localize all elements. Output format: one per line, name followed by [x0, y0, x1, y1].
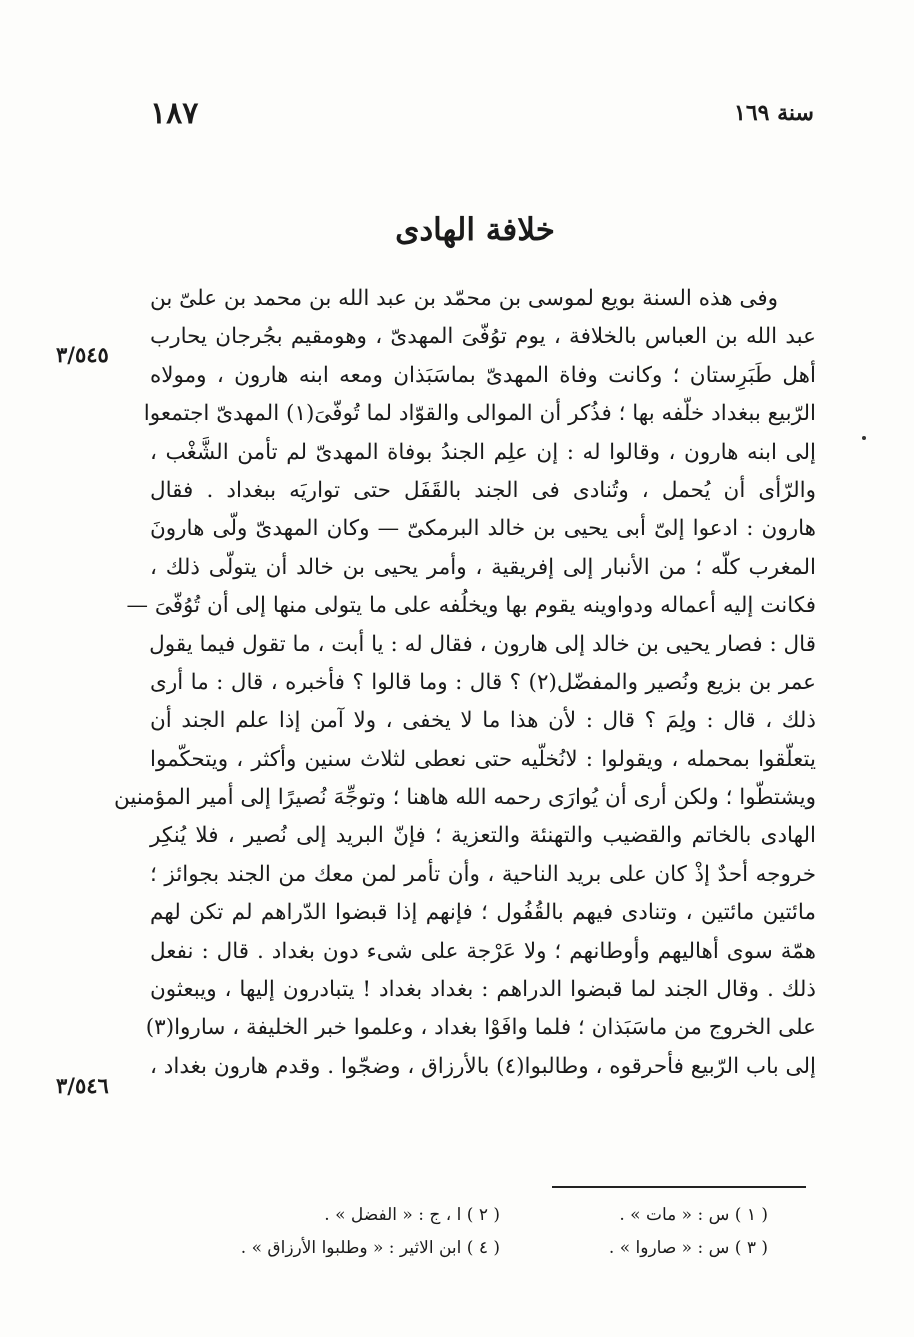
running-head-year: سنة ١٦٩ — [734, 100, 814, 126]
margin-reference: ٣/٥٤٥ — [56, 342, 109, 367]
text-line: أهل طَبَرِستان ؛ وكانت وفاة المهدىّ بماسَبَذان ومعه ابنه هارون ، ومولاه — [150, 362, 816, 388]
footnote: ( ١ ) س : « مات » . — [619, 1205, 768, 1225]
text-line: ذلك ، قال : ولِمَ ؟ قال : لأن هذا ما لا يخفى ، ولا آمن إذا علم الجند أن — [150, 708, 816, 734]
text-line: هارون : ادعوا إلىّ أبى يحيى بن خالد البرمكىّ — وكان المهدىّ ولّى هارونَ — [150, 516, 816, 542]
text-line: يتعلّقوا بمحمله ، ويقولوا : لانُخلّيه حتى نعطى لثلاث سنين وأكثر ، ويتحكّموا — [150, 746, 816, 772]
footnote: ( ٣ ) س : « صاروا » . — [608, 1238, 768, 1258]
text-line: عمر بن بزيع ونُصير والمفضّل(٢) ؟ قال : وما قالوا ؟ فأخبره ، قال : ما أرى — [150, 669, 816, 695]
footnote: ( ٤ ) ابن الاثير : « وطلبوا الأرزاق » . — [240, 1238, 500, 1258]
text-line: الهادى بالخاتم والقضيب والتهنئة والتعزية ؛ فإنّ البريد إلى نُصير ، فلا يُنكِر — [150, 823, 816, 849]
text-line: ويشتطّوا ؛ ولكن أرى أن يُوارَى رحمه الله هاهنا ؛ وتوجِّهَ نُصيرًا إلى أمير المؤمنين — [113, 785, 816, 811]
text-line: ذلك . وقال الجند لما قبضوا الدراهم : بغداد بغداد ! يتبادرون إليها ، ويبعثون — [150, 977, 816, 1003]
chapter-title: خلافة الهادى — [395, 212, 555, 248]
text-line: الرّبيع ببغداد خلّفه بها ؛ فذُكر أن الموالى والقوّاد لما تُوفّىَ(١) المهدىّ اجتمعوا — [143, 401, 816, 427]
text-line: خروجه أحدٌ إذْ كان على بريد الناحية ، وأن تأمر لمن معك من الجند بجوائز ؛ — [150, 861, 816, 887]
text-line: فكانت إليه أعماله ودواوينه يقوم بها ويخلُفه على ما يتولى منها إلى أن تُوُفّىَ — — [126, 593, 816, 619]
text-line: وفى هذه السنة بويع لموسى بن محمّد بن عبد الله بن محمد بن علىّ بن — [149, 286, 778, 311]
footnote-divider — [552, 1186, 806, 1188]
text-line: إلى ابنه هارون ، وقالوا له : إن علِم الجندُ بوفاة المهدىّ لم تأمن الشَّغْب ، — [150, 439, 816, 465]
text-line: مائتين مائتين ، وتنادى فيهم بالقُفُول ؛ فإنهم إذا قبضوا الدّراهم لم تكن لهم — [150, 900, 816, 926]
text-line: على الخروج من ماسَبَذان ؛ فلما وافَوْا بغداد ، وعلموا خبر الخليفة ، ساروا(٣) — [145, 1015, 816, 1041]
text-line: إلى باب الرّبيع فأحرقوه ، وطالبوا(٤) بالأرزاق ، وضجّوا . وقدم هارون بغداد ، — [150, 1053, 816, 1079]
footnote: ( ٢ ) ا ، ج : « الفضل » . — [324, 1205, 500, 1225]
text-line: همّة سوى أهاليهم وأوطانهم ؛ ولا عَرْجة على شىء دون بغداد . قال : نفعل — [150, 938, 816, 964]
text-line: المغرب كلّه ؛ من الأنبار إلى إفريقية ، وأمر يحيى بن خالد أن يتولّى ذلك ، — [150, 554, 816, 580]
text-line: عبد الله بن العباس بالخلافة ، يوم توُفّىَ المهدىّ ، وهومقيم بجُرجان يحارب — [150, 324, 816, 350]
body-text — [113, 280, 816, 1086]
ink-mark — [862, 436, 866, 440]
page-number: ١٨٧ — [150, 96, 199, 131]
text-line: قال : فصار يحيى بن خالد إلى هارون ، فقال له : يا أبت ، ما تقول فيما يقول — [149, 631, 816, 657]
margin-reference: ٣/٥٤٦ — [56, 1073, 109, 1098]
text-line: والرّأى أن يُحمل ، وتُنادى فى الجند بالقَفَل حتى تواريَه ببغداد . فقال — [150, 477, 816, 503]
